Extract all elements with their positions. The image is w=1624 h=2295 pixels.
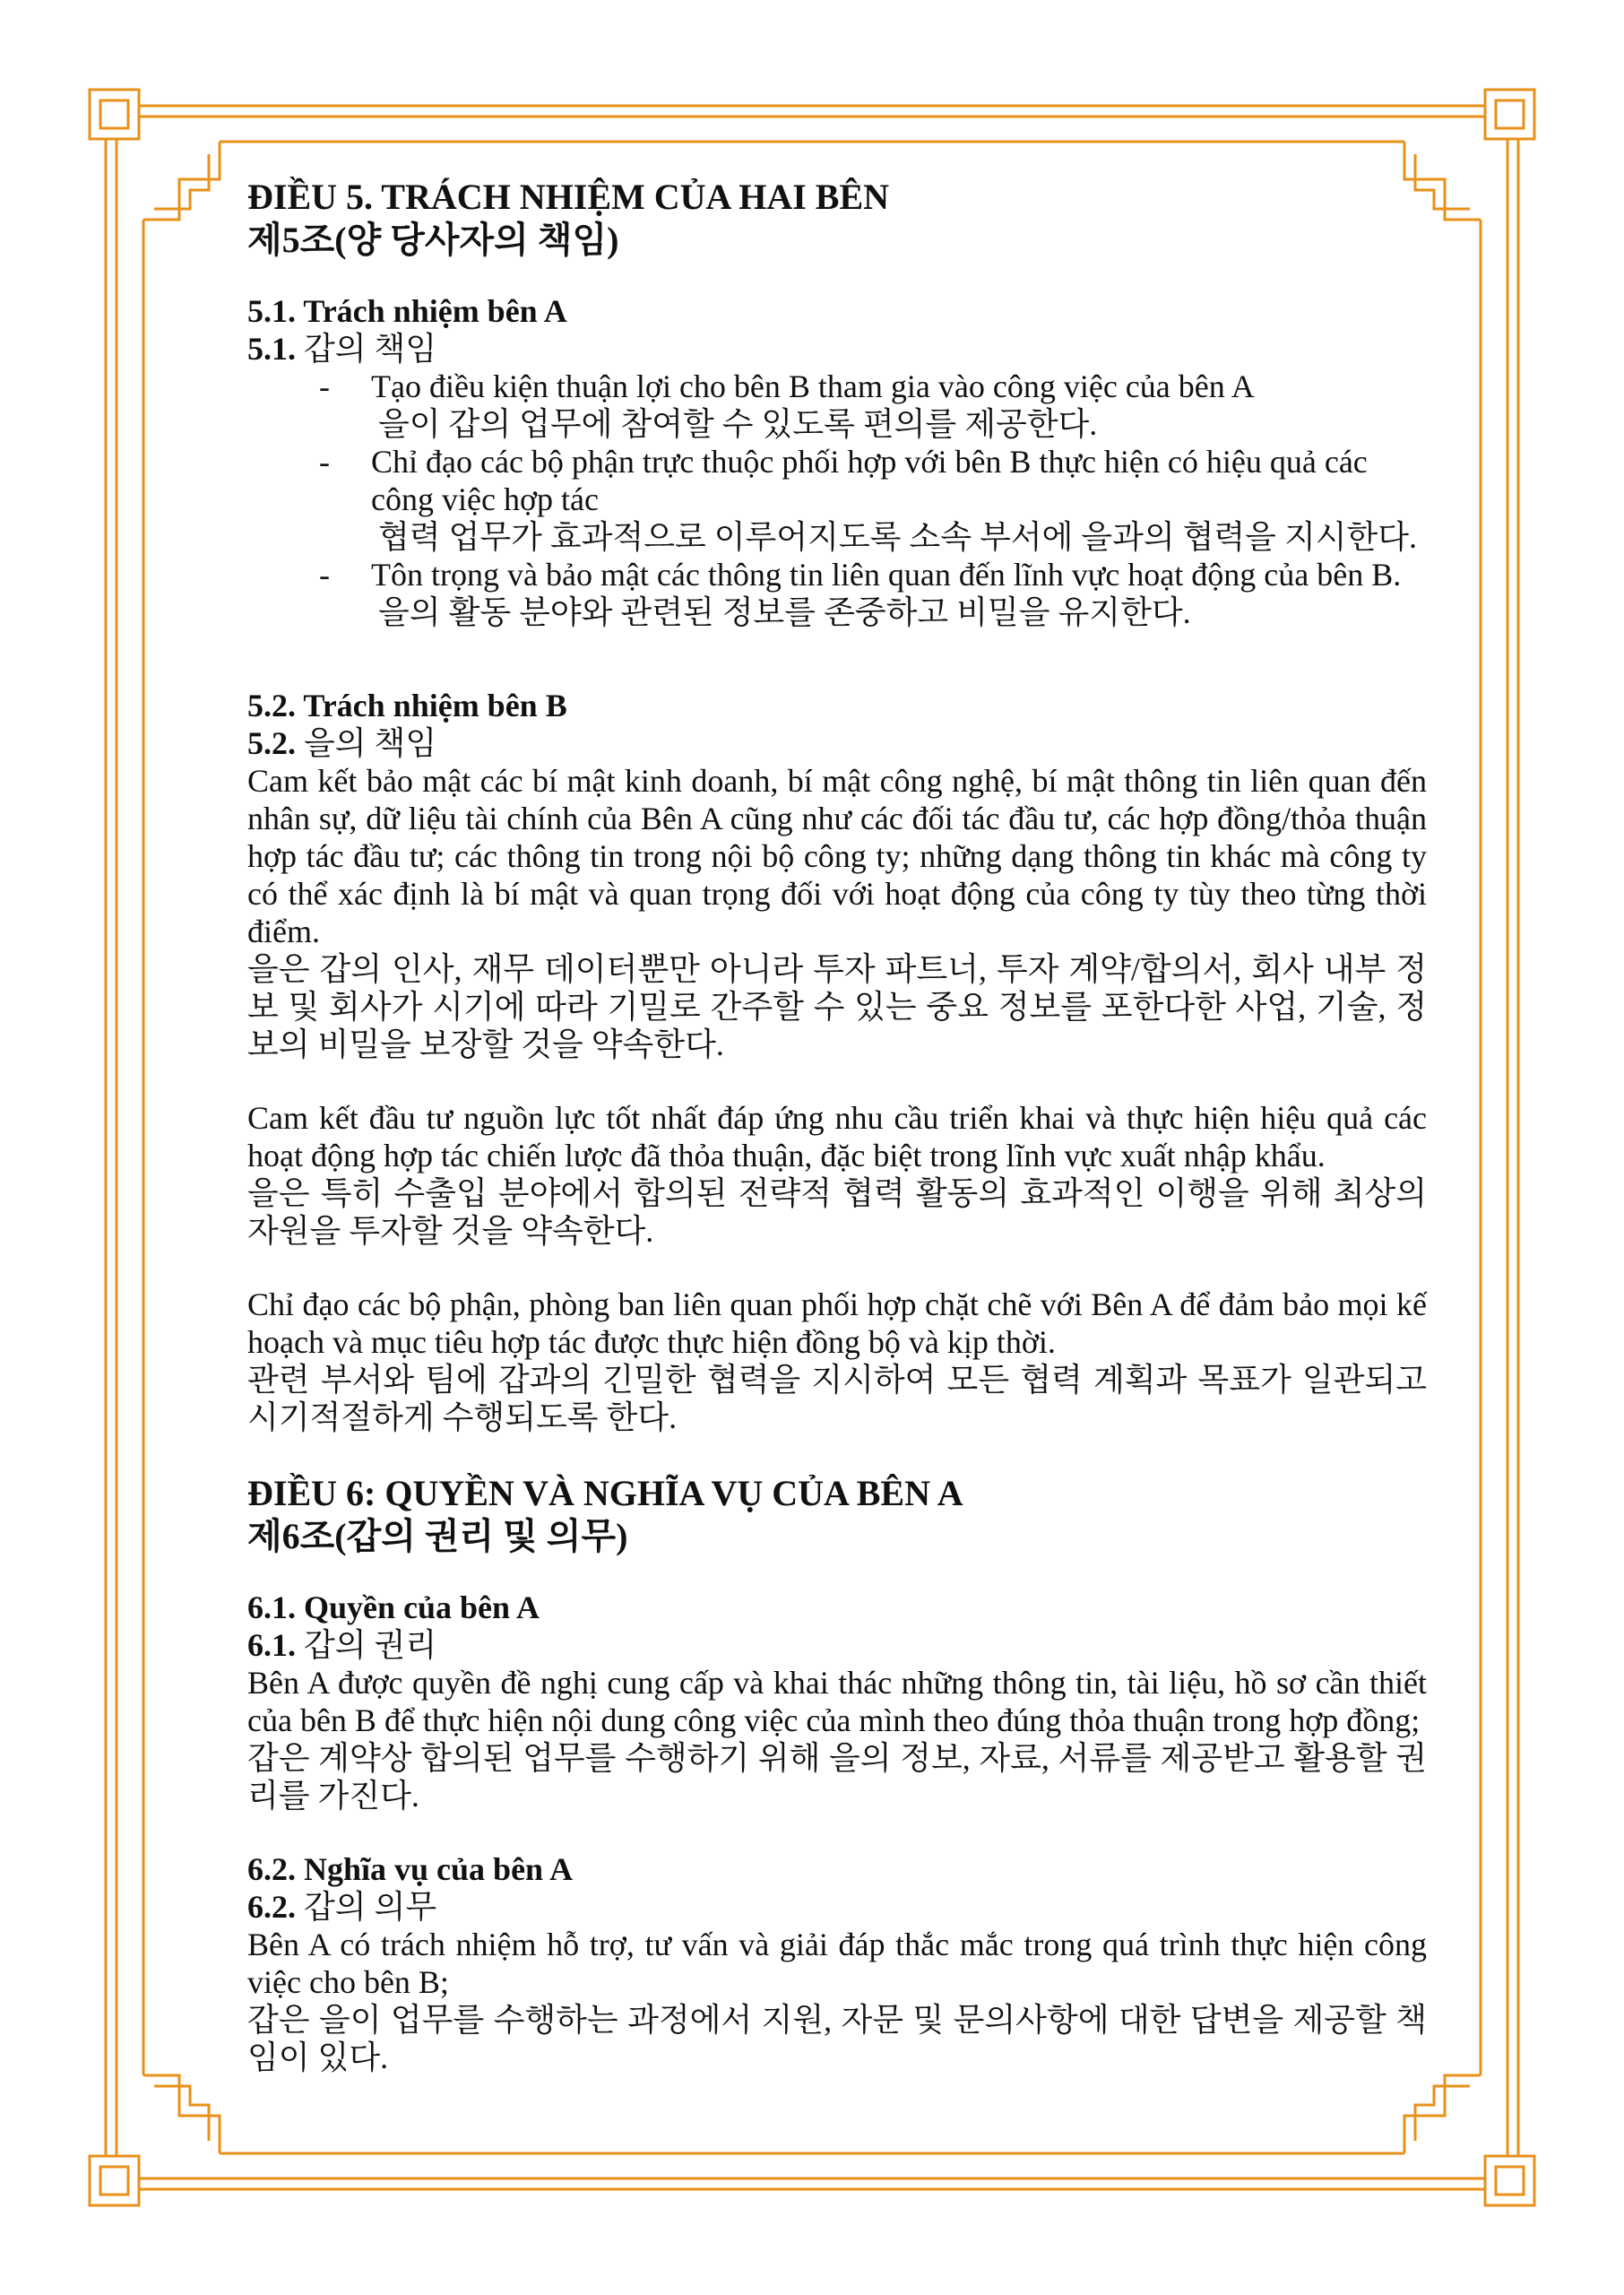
paragraph-korean: 관련 부서와 팀에 갑과의 긴밀한 협력을 지시하여 모든 협력 계획과 목표가 일관되고 시기적절하게 수행되도록 한다. [247, 1362, 1427, 1435]
section-6-2-number: 6.2. [247, 1889, 296, 1925]
section-6-1-title: 6.1. Quyền của bên A [247, 1589, 540, 1625]
article-5-number: 5 [281, 220, 300, 260]
list-item-vietnamese: Chỉ đạo các bộ phận trực thuộc phối hợp với bên B thực hiện có hiệu quả các công việc hợp tác [371, 444, 1368, 517]
dash-bullet: - [319, 444, 330, 480]
paragraph-korean: 을은 갑의 인사, 재무 데이터뿐만 아니라 투자 파트너, 투자 계약/합의서, 회사 내부 정보 및 회사가 시기에 따라 기밀로 간주할 수 있는 중요 정보를 포한다한 사업, 기술, 정보의 비밀을 보장할 것을 약속한다. [247, 951, 1427, 1062]
section-5-1-number: 5.1. [247, 331, 296, 367]
section-5-2-title: 5.2. Trách nhiệm bên B [247, 688, 567, 723]
article-6-korean-prefix: 제 [247, 1516, 282, 1556]
paragraph-vietnamese: Chỉ đạo các bộ phận, phòng ban liên quan phối hợp chặt chẽ với Bên A để đảm bảo mọi kế hoạch và mục tiêu hợp tác được thực hiện đồng bộ và kịp thời. [247, 1286, 1427, 1360]
section-5-2-number: 5.2. [247, 725, 296, 761]
section-6-1-number: 6.1. [247, 1627, 296, 1663]
paragraph-korean: 을은 특히 수출입 분야에서 합의된 전략적 협력 활동의 효과적인 이행을 위해 최상의 자원을 투자할 것을 약속한다. [247, 1175, 1427, 1249]
list-item [247, 368, 1427, 443]
section-6-1-korean-text: 갑의 권리 [296, 1627, 437, 1663]
article-5-korean-prefix: 제 [247, 220, 282, 260]
article-6-number: 6 [281, 1516, 300, 1556]
dash-bullet: - [319, 368, 330, 404]
section-5-2-korean-title [247, 724, 1427, 762]
paragraph-vietnamese: Cam kết bảo mật các bí mật kinh doanh, bí mật công nghệ, bí mật thông tin liên quan đến nhân sự, dữ liệu tài chính của Bên A cũng như các đối tác đầu tư, các hợp đồng/thỏa thuận hợp tác đầu tư; các thông tin trong nội bộ công ty; những dạng thông tin khác mà công ty có thể xác định là bí mật và quan trọng đối với hoạt động của công ty tùy theo từng thời điểm. [247, 763, 1427, 949]
section-6-2-korean-text: 갑의 의무 [296, 1889, 437, 1925]
article-6-korean-title [247, 1515, 1427, 1558]
section-5-1-title: 5.1. Trách nhiệm bên A [247, 293, 567, 329]
document-body [247, 176, 1427, 2076]
list-item-korean: 을이 갑의 업무에 참여할 수 있도록 편의를 제공한다. [378, 406, 1098, 442]
article-5-korean-title [247, 219, 1427, 262]
section-5-1-korean-text: 갑의 책임 [296, 331, 437, 367]
section-5-1-korean-title [247, 330, 1427, 368]
paragraph-korean: 갑은 을이 업무를 수행하는 과정에서 지원, 자문 및 문의사항에 대한 답변을 제공할 책임이 있다. [247, 2002, 1427, 2075]
section-6-2-korean-title [247, 1888, 1427, 1926]
dash-bullet: - [319, 557, 330, 593]
list-item [247, 556, 1427, 631]
section-5-1-list [247, 368, 1427, 631]
list-item [247, 443, 1427, 556]
article-5-title: ĐIỀU 5. TRÁCH NHIỆM CỦA HAI BÊN [247, 177, 890, 217]
section-5-2-korean-text: 을의 책임 [296, 725, 437, 761]
list-item-vietnamese: Tạo điều kiện thuận lợi cho bên B tham gia vào công việc của bên A [371, 368, 1255, 404]
section-6-1-korean-title [247, 1626, 1427, 1664]
article-6-korean-suffix: 조(갑의 권리 및 의무) [299, 1516, 628, 1556]
section-6-2-title: 6.2. Nghĩa vụ của bên A [247, 1851, 574, 1887]
article-6-title: ĐIỀU 6: QUYỀN VÀ NGHĨA VỤ CỦA BÊN A [247, 1473, 963, 1513]
article-5-korean-suffix: 조(양 당사자의 책임) [299, 220, 619, 260]
list-item-korean: 협력 업무가 효과적으로 이루어지도록 소속 부서에 을과의 협력을 지시한다. [378, 519, 1418, 555]
paragraph-vietnamese: Bên A được quyền đề nghị cung cấp và khai thác những thông tin, tài liệu, hồ sơ cần thiết của bên B để thực hiện nội dung công việc của mình theo đúng thỏa thuận trong hợp đồng; [247, 1665, 1427, 1738]
list-item-vietnamese: Tôn trọng và bảo mật các thông tin liên quan đến lĩnh vực hoạt động của bên B. [371, 557, 1402, 593]
paragraph-vietnamese: Bên A có trách nhiệm hỗ trợ, tư vấn và giải đáp thắc mắc trong quá trình thực hiện công việc cho bên B; [247, 1927, 1427, 2000]
list-item-korean: 을의 활동 분야와 관련된 정보를 존중하고 비밀을 유지한다. [378, 594, 1191, 630]
paragraph-korean: 갑은 계약상 합의된 업무를 수행하기 위해 을의 정보, 자료, 서류를 제공받고 활용할 권리를 가진다. [247, 1740, 1427, 1814]
paragraph-vietnamese: Cam kết đầu tư nguồn lực tốt nhất đáp ứng nhu cầu triển khai và thực hiện hiệu quả các hoạt động hợp tác chiến lược đã thỏa thuận, đặc biệt trong lĩnh vực xuất nhập khẩu. [247, 1100, 1427, 1173]
